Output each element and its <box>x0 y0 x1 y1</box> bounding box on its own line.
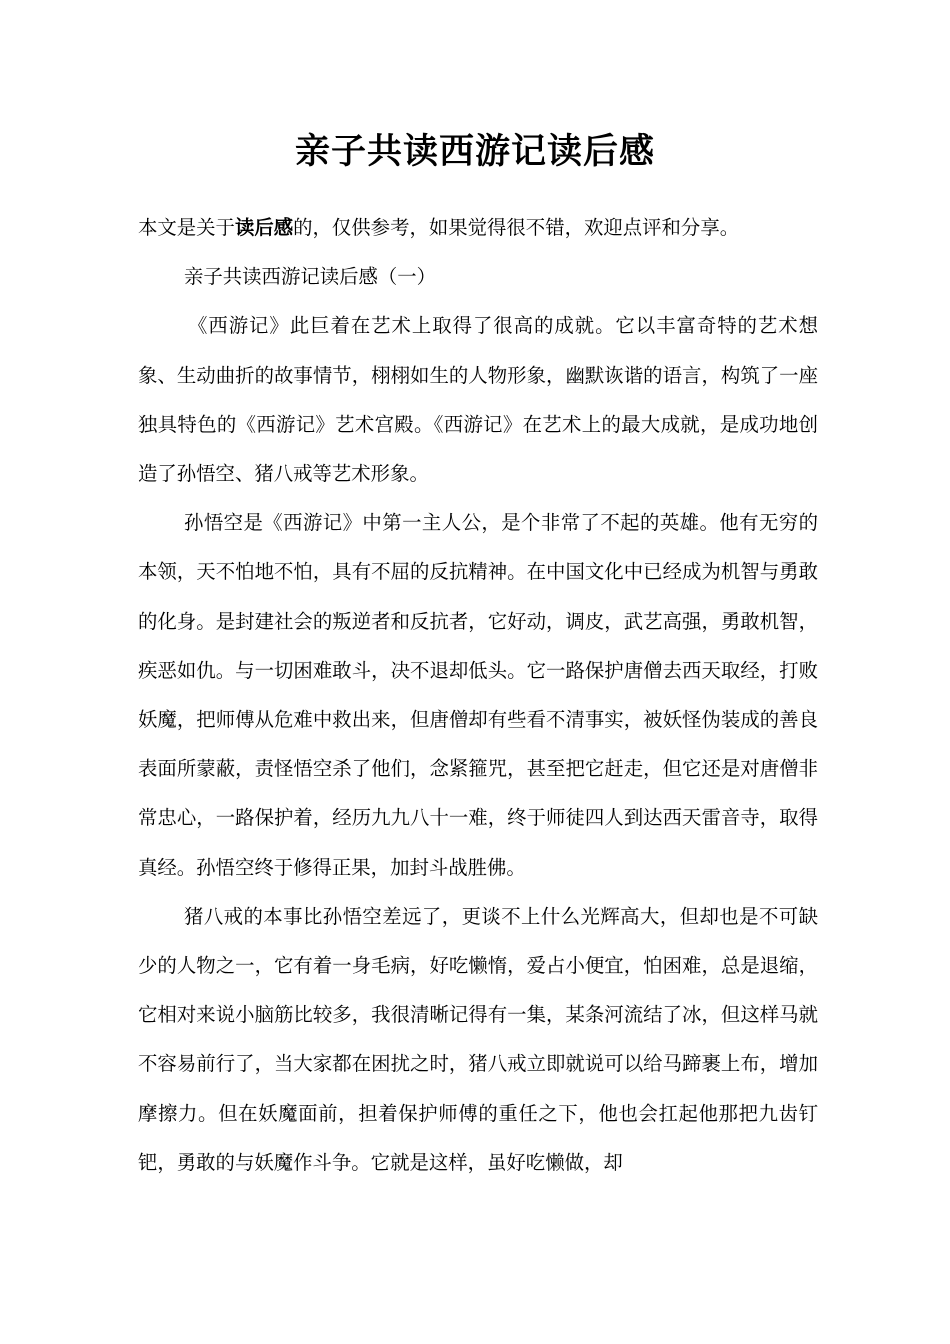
intro-keyword: 读后感 <box>234 216 294 239</box>
document-body <box>138 203 818 1187</box>
section-heading: 亲子共读西游记读后感（一） <box>184 265 437 289</box>
body-paragraph-1: 《西游记》此巨着在艺术上取得了很高的成就。它以丰富奇特的艺术想象、生动曲折的故事情节，栩栩如生的人物形象，幽默诙谐的语言，构筑了一座独具特色的《西游记》艺术宫殿。《西游记》在艺术上的最大成就，是成功地创造了孙悟空、猪八戒等艺术形象。 <box>138 314 818 486</box>
body-paragraph-2: 孙悟空是《西游记》中第一主人公，是个非常了不起的英雄。他有无穷的本领，天不怕地不怕，具有不屈的反抗精神。在中国文化中已经成为机智与勇敢的化身。是封建社会的叛逆者和反抗者，它好动，调皮，武艺高强，勇敢机智，疾恶如仇。与一切困难敢斗，决不退却低头。它一路保护唐僧去西天取经，打败妖魔，把师傅从危难中救出来，但唐僧却有些看不清事实，被妖怪伪装成的善良表面所蒙蔽，责怪悟空杀了他们，念紧箍咒，甚至把它赶走，但它还是对唐僧非常忠心，一路保护着，经历九九八十一难，终于师徒四人到达西天雷音寺，取得真经。孙悟空终于修得正果，加封斗战胜佛。 <box>138 511 818 879</box>
body-paragraph-3: 猪八戒的本事比孙悟空差远了，更谈不上什么光辉高大，但却也是不可缺少的人物之一，它有着一身毛病，好吃懒惰，爱占小便宜，怕困难，总是退缩，它相对来说小脑筋比较多，我很清晰记得有一集，某条河流结了冰，但这样马就不容易前行了，当大家都在困扰之时，猪八戒立即就说可以给马蹄裹上布，增加摩擦力。但在妖魔面前，担着保护师傅的重任之下，他也会扛起他那把九齿钉钯，勇敢的与妖魔作斗争。它就是这样，虽好吃懒做，却 <box>138 904 818 1174</box>
intro-text-before: 本文是关于 <box>138 216 235 239</box>
document-title: 亲子共读西游记读后感 <box>294 132 655 173</box>
intro-text-after: 的，仅供参考，如果觉得很不错，欢迎点评和分享。 <box>293 216 740 239</box>
intro-paragraph <box>138 203 818 252</box>
